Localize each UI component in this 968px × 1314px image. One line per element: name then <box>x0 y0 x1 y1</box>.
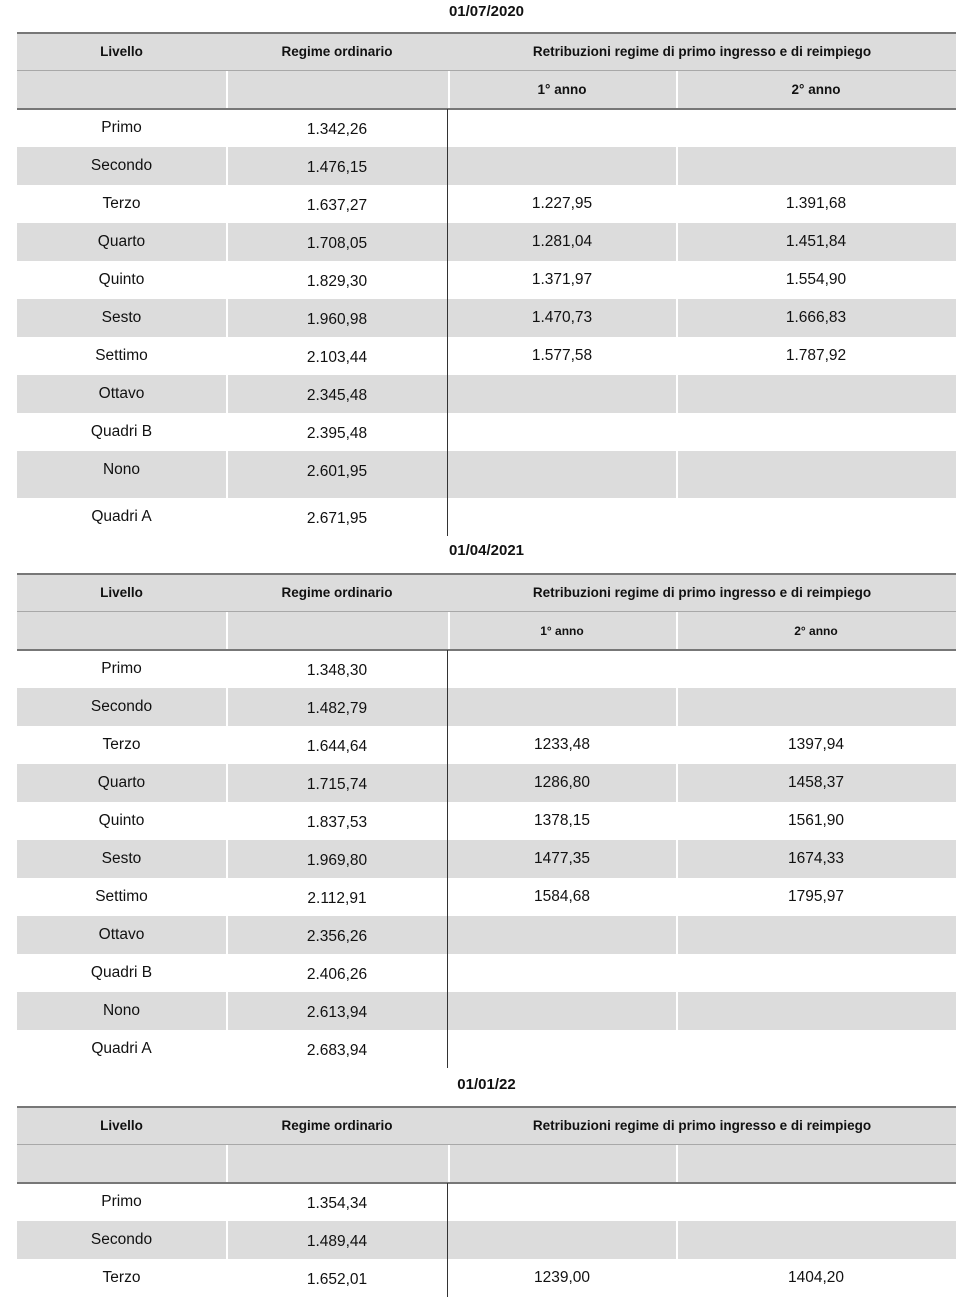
column-separator <box>226 688 228 726</box>
column-separator <box>448 1144 450 1183</box>
cell-anno2: 1458,37 <box>787 774 845 791</box>
cell-anno1 <box>448 109 676 147</box>
table-row <box>17 299 956 337</box>
cell-regime: 1.708,05 <box>306 235 368 252</box>
header-retribuzioni: Retribuzioni regime di primo ingresso e di reimpiego <box>532 43 872 59</box>
column-separator <box>226 992 228 1030</box>
column-separator <box>676 451 678 498</box>
cell-anno2: 1.787,92 <box>785 347 847 364</box>
cell-livello: Ottavo <box>98 926 145 943</box>
table-row <box>17 185 956 223</box>
salary-table <box>17 1075 956 1297</box>
cell-regime: 1.960,98 <box>306 311 368 328</box>
cell-anno1: 1584,68 <box>533 888 591 905</box>
cell-anno2: 1.554,90 <box>785 271 847 288</box>
cell-anno2 <box>676 109 956 147</box>
column-separator <box>226 840 228 878</box>
cell-anno1 <box>448 688 676 726</box>
cell-anno1 <box>448 1030 676 1068</box>
subheader-anno1: 1° anno <box>537 82 587 97</box>
column-separator <box>226 451 228 498</box>
column-separator <box>676 840 678 878</box>
column-separator <box>676 1144 678 1183</box>
cell-anno2 <box>676 916 956 954</box>
table-row <box>17 413 956 451</box>
table-row <box>17 726 956 764</box>
cell-anno1 <box>448 916 676 954</box>
table-row <box>17 261 956 299</box>
cell-regime: 2.406,26 <box>306 966 368 983</box>
cell-anno1 <box>448 992 676 1030</box>
cell-livello: Quinto <box>98 271 145 288</box>
column-separator <box>226 611 228 650</box>
vertical-divider <box>447 109 448 536</box>
table-row <box>17 375 956 413</box>
cell-regime: 1.969,80 <box>306 852 368 869</box>
table-row <box>17 840 956 878</box>
table-row <box>17 451 956 498</box>
cell-anno2 <box>676 451 956 498</box>
column-separator <box>448 611 450 650</box>
cell-livello: Primo <box>101 1193 142 1210</box>
cell-anno2 <box>676 1030 956 1068</box>
column-separator <box>226 1221 228 1259</box>
cell-anno1: 1.470,73 <box>531 309 593 326</box>
cell-anno1: 1.227,95 <box>531 195 593 212</box>
cell-livello: Sesto <box>101 850 142 867</box>
rule-line <box>17 1106 956 1108</box>
cell-regime: 1.829,30 <box>306 273 368 290</box>
cell-anno2: 1.451,84 <box>785 233 847 250</box>
column-separator <box>226 223 228 261</box>
column-separator <box>226 1144 228 1183</box>
cell-livello: Secondo <box>90 698 153 715</box>
header-regime: Regime ordinario <box>281 43 393 59</box>
rule-line <box>17 32 956 34</box>
cell-anno1 <box>448 147 676 185</box>
table-row <box>17 498 956 536</box>
table-row <box>17 1259 956 1297</box>
column-separator <box>676 147 678 185</box>
table-row <box>17 1030 956 1068</box>
column-separator <box>676 764 678 802</box>
cell-anno2: 1.391,68 <box>785 195 847 212</box>
cell-regime: 2.356,26 <box>306 928 368 945</box>
table-date: 01/04/2021 <box>448 542 525 559</box>
cell-regime: 2.103,44 <box>306 349 368 366</box>
cell-anno2 <box>676 498 956 536</box>
table-row <box>17 337 956 375</box>
cell-livello: Secondo <box>90 157 153 174</box>
cell-livello: Primo <box>101 660 142 677</box>
cell-livello: Ottavo <box>98 385 145 402</box>
rule-line <box>17 1144 956 1145</box>
cell-regime: 1.652,01 <box>306 1271 368 1288</box>
subheader-anno1: 1° anno <box>540 623 584 638</box>
cell-regime: 1.837,53 <box>306 814 368 831</box>
table-row <box>17 764 956 802</box>
cell-livello: Quadri B <box>90 964 153 981</box>
cell-anno1 <box>448 1221 676 1259</box>
cell-anno2 <box>676 413 956 451</box>
cell-livello: Sesto <box>101 309 142 326</box>
cell-regime: 2.345,48 <box>306 387 368 404</box>
cell-anno2 <box>676 650 956 688</box>
table-row <box>17 109 956 147</box>
cell-anno2 <box>676 1221 956 1259</box>
header-regime: Regime ordinario <box>281 584 393 600</box>
cell-livello: Settimo <box>95 347 148 364</box>
subheader-row <box>17 70 956 109</box>
cell-anno1: 1.281,04 <box>531 233 593 250</box>
subheader-anno2: 2° anno <box>791 82 841 97</box>
cell-regime: 1.354,34 <box>306 1195 368 1212</box>
cell-anno2 <box>676 1183 956 1221</box>
table-row <box>17 1183 956 1221</box>
column-separator <box>676 299 678 337</box>
rule-line <box>17 573 956 575</box>
cell-anno1: 1378,15 <box>533 812 591 829</box>
column-separator <box>226 70 228 109</box>
rule-line <box>17 611 956 612</box>
rule-line <box>17 70 956 71</box>
cell-livello: Quadri A <box>91 1040 152 1057</box>
table-row <box>17 650 956 688</box>
column-separator <box>676 688 678 726</box>
column-separator <box>226 299 228 337</box>
table-row <box>17 147 956 185</box>
cell-livello: Quinto <box>98 812 145 829</box>
cell-regime: 1.342,26 <box>306 121 368 138</box>
cell-regime: 2.613,94 <box>306 1004 368 1021</box>
cell-anno1: 1239,00 <box>533 1269 591 1286</box>
column-separator <box>226 147 228 185</box>
cell-anno1: 1233,48 <box>533 736 591 753</box>
column-separator <box>676 611 678 650</box>
subheader-anno1 <box>448 1144 676 1183</box>
column-separator <box>676 223 678 261</box>
cell-livello: Secondo <box>90 1231 153 1248</box>
cell-anno1 <box>448 413 676 451</box>
cell-livello: Nono <box>102 461 141 478</box>
table-row <box>17 223 956 261</box>
table-date: 01/01/22 <box>457 1076 516 1093</box>
salary-table <box>17 2 956 536</box>
cell-anno1 <box>448 498 676 536</box>
table-row <box>17 878 956 916</box>
subheader-anno2: 2° anno <box>794 623 838 638</box>
cell-regime: 1.637,27 <box>306 197 368 214</box>
table-row <box>17 1221 956 1259</box>
header-row <box>17 573 956 611</box>
cell-livello: Settimo <box>95 888 148 905</box>
column-separator <box>448 70 450 109</box>
cell-anno1: 1286,80 <box>533 774 591 791</box>
cell-regime: 1.715,74 <box>306 776 368 793</box>
cell-anno2: 1561,90 <box>787 812 845 829</box>
cell-livello: Terzo <box>102 195 141 212</box>
cell-anno1 <box>448 650 676 688</box>
cell-livello: Quadri A <box>91 508 152 525</box>
column-separator <box>676 70 678 109</box>
column-separator <box>676 916 678 954</box>
cell-anno1 <box>448 451 676 498</box>
column-separator <box>676 992 678 1030</box>
cell-anno2 <box>676 375 956 413</box>
cell-anno1 <box>448 375 676 413</box>
cell-livello: Terzo <box>102 736 141 753</box>
cell-anno2 <box>676 992 956 1030</box>
cell-livello: Quadri B <box>90 423 153 440</box>
column-separator <box>226 764 228 802</box>
header-livello: Livello <box>100 584 143 600</box>
header-retribuzioni: Retribuzioni regime di primo ingresso e di reimpiego <box>532 584 872 600</box>
cell-livello: Nono <box>102 1002 141 1019</box>
table-row <box>17 954 956 992</box>
cell-livello: Quarto <box>97 774 146 791</box>
cell-regime: 2.683,94 <box>306 1042 368 1059</box>
cell-regime: 2.112,91 <box>307 890 367 907</box>
column-separator <box>676 375 678 413</box>
cell-anno2 <box>676 954 956 992</box>
cell-livello: Quarto <box>97 233 146 250</box>
column-separator <box>676 1221 678 1259</box>
cell-regime: 1.489,44 <box>306 1233 368 1250</box>
table-row <box>17 916 956 954</box>
cell-anno1: 1.371,97 <box>531 271 593 288</box>
cell-anno2: 1674,33 <box>787 850 845 867</box>
cell-anno2 <box>676 688 956 726</box>
header-row <box>17 32 956 70</box>
cell-regime: 2.601,95 <box>306 463 368 480</box>
subheader-anno2 <box>676 1144 956 1183</box>
cell-anno1: 1477,35 <box>533 850 591 867</box>
cell-anno1 <box>448 954 676 992</box>
vertical-divider <box>447 1183 448 1297</box>
cell-regime: 1.348,30 <box>306 662 368 679</box>
table-row <box>17 992 956 1030</box>
column-separator <box>226 916 228 954</box>
table-row <box>17 688 956 726</box>
salary-table <box>17 541 956 1068</box>
header-retribuzioni: Retribuzioni regime di primo ingresso e di reimpiego <box>532 1117 872 1133</box>
cell-livello: Terzo <box>102 1269 141 1286</box>
table-row <box>17 802 956 840</box>
table-date: 01/07/2020 <box>448 3 525 20</box>
subheader-row <box>17 611 956 650</box>
cell-regime: 2.395,48 <box>306 425 368 442</box>
cell-anno2: 1.666,83 <box>785 309 847 326</box>
cell-regime: 1.644,64 <box>306 738 368 755</box>
cell-regime: 1.482,79 <box>306 700 368 717</box>
cell-anno2: 1795,97 <box>787 888 845 905</box>
cell-anno1 <box>448 1183 676 1221</box>
cell-livello: Primo <box>101 119 142 136</box>
column-separator <box>226 375 228 413</box>
cell-anno1: 1.577,58 <box>531 347 593 364</box>
cell-regime: 1.476,15 <box>306 159 368 176</box>
subheader-row <box>17 1144 956 1183</box>
header-row <box>17 1106 956 1144</box>
header-regime: Regime ordinario <box>281 1117 393 1133</box>
cell-anno2: 1397,94 <box>787 736 845 753</box>
cell-regime: 2.671,95 <box>306 510 368 527</box>
header-livello: Livello <box>100 43 143 59</box>
vertical-divider <box>447 650 448 1068</box>
cell-anno2 <box>676 147 956 185</box>
header-livello: Livello <box>100 1117 143 1133</box>
cell-anno2: 1404,20 <box>787 1269 845 1286</box>
